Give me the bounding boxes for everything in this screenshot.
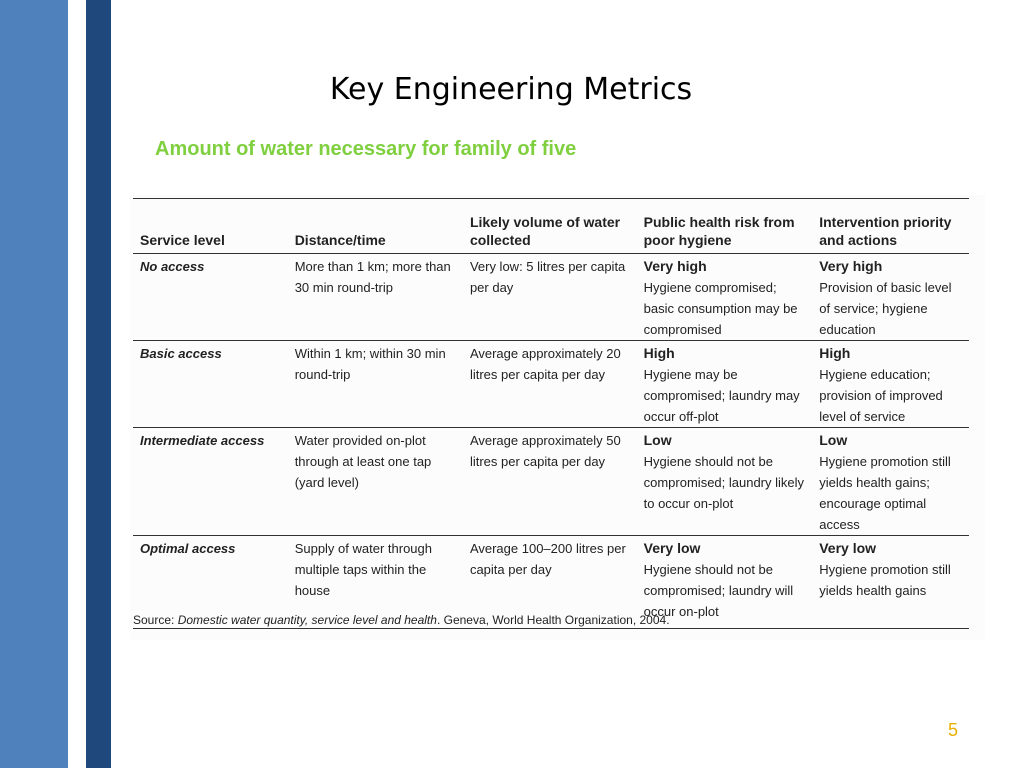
cell-level [133,254,288,341]
cell-volume: Average approximately 20 litres per capita per day [463,341,637,428]
left-accent-bar-dark [86,0,111,768]
slide-title: Key Engineering Metrics [329,72,693,107]
header-intervention: Intervention priority and actions [812,199,969,254]
cell-level [133,428,288,536]
table-header-row [133,199,969,254]
priority-detail: Hygiene education; provision of improved level of service [819,367,943,424]
header-health-risk: Public health risk from poor hygiene [637,199,813,254]
service-level-label: No access [140,259,205,274]
service-level-table [133,198,969,629]
table-figure [130,195,985,640]
risk-detail: Hygiene compromised; basic consumption may be compromised [643,280,798,337]
cell-distance: More than 1 km; more than 30 min round-trip [288,254,463,341]
risk-rating: Very low [643,540,701,556]
source-suffix: . Geneva, World Health Organization, 2004. [436,613,670,627]
priority-rating: High [819,345,851,361]
service-level-label: Basic access [140,346,222,361]
risk-detail: Hygiene should not be compromised; laundry will occur on-plot [643,562,794,619]
table-row [133,254,969,341]
priority-rating: Very high [819,258,883,274]
table-row [133,428,969,536]
table-row [133,341,969,428]
source-title: Domestic water quantity, service level and health [177,613,437,627]
source-prefix: Source: [133,613,178,627]
cell-volume: Average approximately 50 litres per capita per day [463,428,637,536]
risk-detail: Hygiene may be compromised; laundry may occur off-plot [643,367,800,424]
slide-subtitle: Amount of water necessary for family of five [155,138,577,160]
service-level-label: Intermediate access [140,433,265,448]
source-citation [133,613,670,627]
cell-distance: Within 1 km; within 30 min round-trip [288,341,463,428]
priority-detail: Hygiene promotion still yields health gains; encourage optimal access [819,454,951,532]
cell-priority [812,341,969,428]
cell-level [133,341,288,428]
priority-detail: Hygiene promotion still yields health gains [819,562,951,598]
header-service-level: Service level [133,199,288,254]
cell-distance: Water provided on-plot through at least one tap (yard level) [288,428,463,536]
cell-risk [637,428,813,536]
cell-volume: Very low: 5 litres per capita per day [463,254,637,341]
risk-detail: Hygiene should not be compromised; laundry likely to occur on-plot [643,454,805,511]
cell-distance: Supply of water through multiple taps within the house [294,541,432,598]
priority-rating: Low [819,432,848,448]
priority-detail: Provision of basic level of service; hygiene education [819,280,952,337]
service-level-label: Optimal access [140,541,236,556]
risk-rating: High [643,345,675,361]
cell-volume: Average 100–200 litres per capita per day [469,541,626,577]
cell-priority [812,428,969,536]
page-number: 5 [948,720,959,740]
cell-priority [812,254,969,341]
header-volume: Likely volume of water collected [463,199,637,254]
priority-rating: Very low [819,540,877,556]
cell-priority [812,536,969,629]
risk-rating: Low [643,432,672,448]
left-accent-bar-light [0,0,68,768]
cell-risk [637,254,813,341]
cell-risk [637,341,813,428]
risk-rating: Very high [643,258,707,274]
header-distance-time: Distance/time [288,199,463,254]
